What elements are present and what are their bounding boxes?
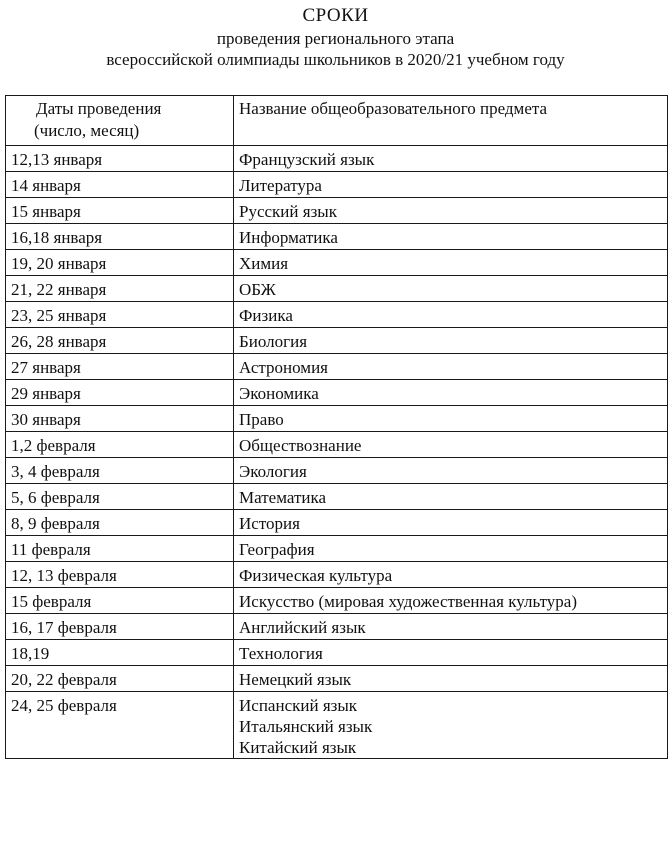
subject-name: Экология — [239, 462, 307, 481]
table-row — [6, 198, 668, 224]
table-row — [6, 458, 668, 484]
subject-name: Испанский язык — [239, 696, 358, 715]
subject-name: Обществознание — [239, 436, 362, 455]
subject-name: Математика — [239, 488, 327, 507]
date-cell: 8, 9 февраля — [6, 510, 234, 536]
subject-cell — [234, 692, 668, 759]
date-cell: 19, 20 января — [6, 250, 234, 276]
table-row — [6, 302, 668, 328]
date-cell: 11 февраля — [6, 536, 234, 562]
table-row — [6, 484, 668, 510]
subject-name: Химия — [239, 254, 289, 273]
table-row — [6, 328, 668, 354]
column-header-dates-line-2: (число, месяц) — [34, 121, 140, 140]
subject-cell — [234, 302, 668, 328]
date-cell: 21, 22 января — [6, 276, 234, 302]
subject-name: Искусство (мировая художественная культура) — [239, 592, 577, 611]
subject-cell — [234, 354, 668, 380]
date-cell: 20, 22 февраля — [6, 666, 234, 692]
table-row — [6, 640, 668, 666]
table-header-row — [6, 96, 668, 146]
table-row — [6, 250, 668, 276]
column-header-dates-line-1: Даты проведения — [36, 99, 162, 118]
subject-cell — [234, 666, 668, 692]
document-subtitle-line-2: всероссийской олимпиады школьников в 2020/21 учебном году — [106, 50, 565, 69]
document-title: СРОКИ — [302, 5, 369, 26]
subject-cell — [234, 432, 668, 458]
subject-name: Право — [239, 410, 284, 429]
table-row — [6, 536, 668, 562]
column-header-subject: Название общеобразовательного предмета — [234, 96, 668, 146]
table-row — [6, 510, 668, 536]
table-row — [6, 432, 668, 458]
schedule-body — [6, 146, 668, 759]
subject-cell — [234, 224, 668, 250]
date-cell: 29 января — [6, 380, 234, 406]
date-cell: 3, 4 февраля — [6, 458, 234, 484]
subject-cell — [234, 562, 668, 588]
date-cell: 26, 28 января — [6, 328, 234, 354]
date-cell: 12,13 января — [6, 146, 234, 172]
subject-cell — [234, 198, 668, 224]
subject-name: Технология — [239, 644, 323, 663]
subject-cell — [234, 614, 668, 640]
table-row — [6, 224, 668, 250]
subject-cell — [234, 588, 668, 614]
subject-name: Русский язык — [239, 202, 337, 221]
table-row — [6, 692, 668, 759]
document-subtitle-line-1: проведения регионального этапа — [216, 28, 455, 48]
date-cell: 12, 13 февраля — [6, 562, 234, 588]
table-row — [6, 588, 668, 614]
date-cell: 15 февраля — [6, 588, 234, 614]
subject-cell — [234, 510, 668, 536]
subject-name: Информатика — [239, 228, 338, 247]
subject-cell — [234, 406, 668, 432]
table-row — [6, 562, 668, 588]
date-cell: 24, 25 февраля — [6, 692, 234, 759]
date-cell: 16,18 января — [6, 224, 234, 250]
subject-name: География — [239, 540, 315, 559]
table-row — [6, 172, 668, 198]
subject-name: Немецкий язык — [239, 670, 352, 689]
date-cell: 5, 6 февраля — [6, 484, 234, 510]
table-row — [6, 146, 668, 172]
date-cell: 27 января — [6, 354, 234, 380]
subject-cell — [234, 484, 668, 510]
table-row — [6, 276, 668, 302]
subject-name: Китайский язык — [239, 738, 357, 757]
subject-name: Экономика — [239, 384, 319, 403]
document-header — [0, 4, 671, 70]
subject-name: Литература — [239, 176, 322, 195]
subject-name: Французский язык — [239, 150, 375, 169]
column-header-dates — [6, 96, 234, 146]
subject-cell — [234, 640, 668, 666]
schedule-table — [5, 95, 668, 759]
subject-cell — [234, 250, 668, 276]
subject-name: Физическая культура — [239, 566, 393, 585]
date-cell: 15 января — [6, 198, 234, 224]
subject-cell — [234, 146, 668, 172]
subject-name: Астрономия — [239, 358, 328, 377]
date-cell: 14 января — [6, 172, 234, 198]
subject-name: Итальянский язык — [239, 717, 373, 736]
table-row — [6, 380, 668, 406]
subject-name: История — [239, 514, 300, 533]
table-row — [6, 666, 668, 692]
date-cell: 16, 17 февраля — [6, 614, 234, 640]
subject-cell — [234, 328, 668, 354]
date-cell: 1,2 февраля — [6, 432, 234, 458]
subject-cell — [234, 458, 668, 484]
subject-cell — [234, 536, 668, 562]
subject-cell — [234, 172, 668, 198]
date-cell: 23, 25 января — [6, 302, 234, 328]
table-row — [6, 354, 668, 380]
subject-cell — [234, 380, 668, 406]
subject-name: Физика — [239, 306, 293, 325]
date-cell: 18,19 — [6, 640, 234, 666]
table-row — [6, 614, 668, 640]
subject-name: Английский язык — [239, 618, 366, 637]
date-cell: 30 января — [6, 406, 234, 432]
subject-name: ОБЖ — [239, 280, 276, 299]
subject-name: Биология — [239, 332, 308, 351]
subject-cell — [234, 276, 668, 302]
table-row — [6, 406, 668, 432]
